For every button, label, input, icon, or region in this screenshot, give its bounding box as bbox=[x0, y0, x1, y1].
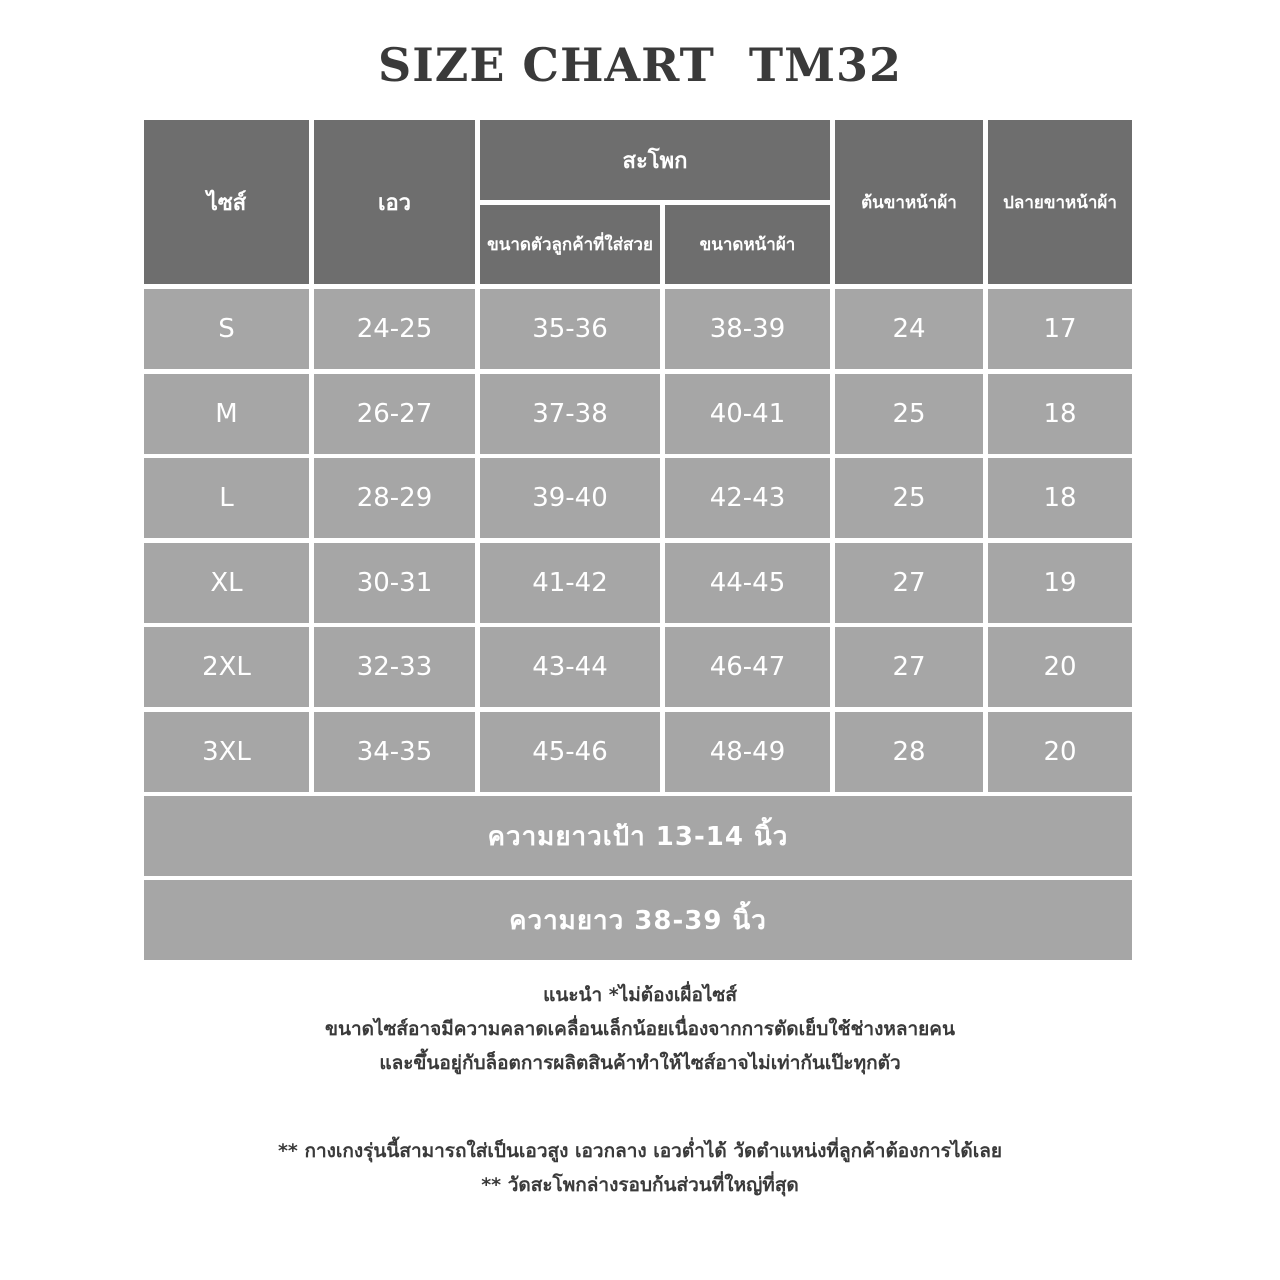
note-recommendation: แนะนำ *ไม่ต้องเผื่อไซส์ bbox=[543, 984, 737, 1006]
cell-hem: 20 bbox=[988, 712, 1132, 792]
header-hem: ปลายขาหน้าผ้า bbox=[988, 120, 1132, 284]
cell-size: 3XL bbox=[144, 712, 309, 792]
cell-hem: 17 bbox=[988, 289, 1132, 369]
cell-hip-body: 41-42 bbox=[480, 543, 660, 623]
header-size: ไซส์ bbox=[144, 120, 309, 284]
header-hip-body: ขนาดตัวลูกค้าที่ใส่สวย bbox=[480, 205, 660, 284]
cell-waist: 24-25 bbox=[314, 289, 475, 369]
cell-thigh: 27 bbox=[835, 627, 983, 707]
page-title: SIZE CHART TM32 bbox=[378, 38, 902, 92]
fit-notes bbox=[0, 978, 1280, 1080]
header-hip-fabric: ขนาดหน้าผ้า bbox=[665, 205, 830, 284]
note-lot-variation: และขึ้นอยู่กับล็อตการผลิตสินค้าทำให้ไซส์อาจไม่เท่ากันเป๊ะทุกตัว bbox=[379, 1052, 901, 1074]
cell-hem: 18 bbox=[988, 374, 1132, 454]
cell-hip-fabric: 40-41 bbox=[665, 374, 830, 454]
cell-hip-fabric: 44-45 bbox=[665, 543, 830, 623]
cell-thigh: 25 bbox=[835, 374, 983, 454]
cell-thigh: 24 bbox=[835, 289, 983, 369]
header-thigh: ต้นขาหน้าผ้า bbox=[835, 120, 983, 284]
cell-hip-body: 43-44 bbox=[480, 627, 660, 707]
cell-hip-body: 39-40 bbox=[480, 458, 660, 538]
cell-hem: 19 bbox=[988, 543, 1132, 623]
cell-hem: 18 bbox=[988, 458, 1132, 538]
cell-hip-fabric: 38-39 bbox=[665, 289, 830, 369]
cell-waist: 30-31 bbox=[314, 543, 475, 623]
header-hip-group: สะโพก bbox=[480, 120, 830, 200]
cell-hip-body: 35-36 bbox=[480, 289, 660, 369]
total-length-row: ความยาว 38-39 นิ้ว bbox=[144, 880, 1132, 960]
cell-thigh: 25 bbox=[835, 458, 983, 538]
cell-size: 2XL bbox=[144, 627, 309, 707]
note-hip-measure: ** วัดสะโพกล่างรอบก้นส่วนที่ใหญ่ที่สุด bbox=[481, 1174, 799, 1196]
cell-waist: 34-35 bbox=[314, 712, 475, 792]
cell-hip-fabric: 42-43 bbox=[665, 458, 830, 538]
cell-waist: 32-33 bbox=[314, 627, 475, 707]
cell-size: M bbox=[144, 374, 309, 454]
cell-hip-fabric: 48-49 bbox=[665, 712, 830, 792]
header-waist: เอว bbox=[314, 120, 475, 284]
cell-size: L bbox=[144, 458, 309, 538]
cell-waist: 26-27 bbox=[314, 374, 475, 454]
cell-hem: 20 bbox=[988, 627, 1132, 707]
cell-size: XL bbox=[144, 543, 309, 623]
cell-hip-fabric: 46-47 bbox=[665, 627, 830, 707]
cell-size: S bbox=[144, 289, 309, 369]
measure-notes bbox=[0, 1134, 1280, 1202]
rise-length-row: ความยาวเป้า 13-14 นิ้ว bbox=[144, 796, 1132, 876]
cell-thigh: 27 bbox=[835, 543, 983, 623]
note-waist-position: ** กางเกงรุ่นนี้สามารถใส่เป็นเอวสูง เอวกลาง เอวต่ำได้ วัดตำแหน่งที่ลูกค้าต้องการได้เลย bbox=[277, 1140, 1003, 1162]
cell-hip-body: 37-38 bbox=[480, 374, 660, 454]
cell-hip-body: 45-46 bbox=[480, 712, 660, 792]
note-tolerance: ขนาดไซส์อาจมีความคลาดเคลื่อนเล็กน้อยเนื่องจากการตัดเย็บใช้ช่างหลายคน bbox=[324, 1018, 956, 1040]
cell-thigh: 28 bbox=[835, 712, 983, 792]
cell-waist: 28-29 bbox=[314, 458, 475, 538]
